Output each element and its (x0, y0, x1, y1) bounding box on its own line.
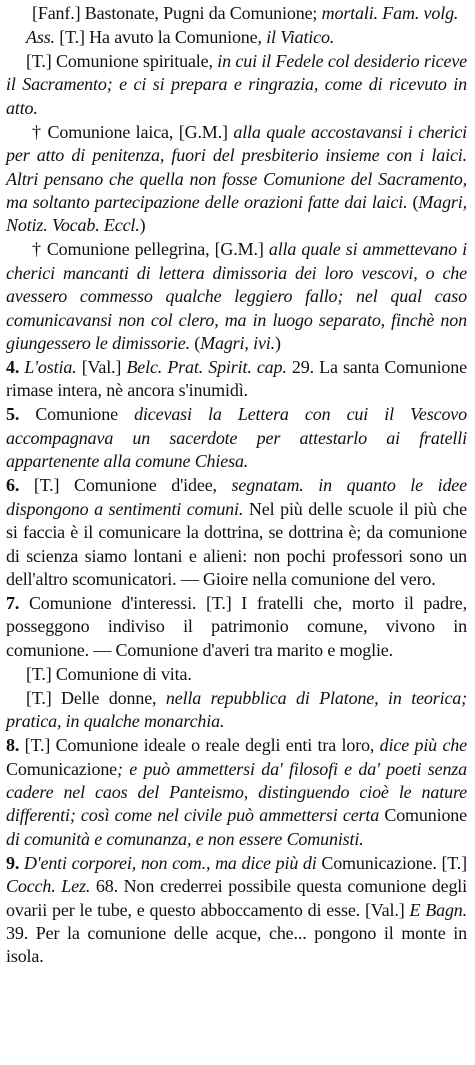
entry-sense-9 (6, 852, 467, 969)
entry-text-span: Comunione (379, 805, 467, 826)
entry-text-span: ; e può ammettersi da' filosofi e da' poeti senza cadere nel caos del Panteismo, distinguendo cioè le nature differenti; così come nel civile può ammettersi certa (6, 758, 467, 826)
entry-text-span: alla quale accostavansi i cherici per atto di penitenza, fuori del presbiterio insieme con i laici. Altri pensano che quella non fosse Comunione del Sacramento, ma soltanto partecipazione delle orazioni fatte dai laici. (6, 121, 467, 213)
entry-text-span: D'enti corporei, non com., ma dice più di (23, 852, 317, 873)
entry-text-span: Comunicazione. [T.] (316, 852, 467, 873)
entry-text-span: nella repubblica di Platone, in teorica; pratica, in qualche monarchia. (6, 687, 467, 732)
entry-comunione-di-vita (6, 663, 467, 686)
entry-fanf (6, 2, 467, 25)
entry-text-span: 39. Per la comunione delle acque, che... pongono il monte in isola. (6, 922, 467, 967)
entry-text-span: † Comunione laica, [G.M.] (32, 121, 234, 142)
entry-text-span: alla quale si ammettevano i cherici mancanti di lettera dimissoria dei loro vescovi, o che avessero commesso qualche leggiero fallo; nel qual caso comunicavansi non col clero, ma in luogo separato, finchè non giungessero le dimissorie. (6, 239, 467, 354)
entry-text-span: Belc. Prat. Spirit. cap. (126, 357, 287, 378)
entry-text-span: [Fanf.] Bastonate, Pugni da Comunione; (32, 3, 322, 23)
entry-text-span: dicevasi la Lettera con cui il Vescovo accompagnava un sacerdote per attestarlo ai fratelli appartenente alla comune Chiesa. (6, 404, 467, 472)
entry-text-span: 9. (6, 852, 24, 873)
entry-text-span: † Comunione pellegrina, [G.M.] (32, 239, 269, 260)
entry-text-span: Ass. (26, 27, 60, 47)
entry-text-span: ( (407, 192, 419, 213)
entry-text-span: segnatam. in quanto le idee dispongono a sentimenti comuni. (6, 475, 467, 519)
entry-text-span: 7. (6, 592, 29, 613)
entry-text-span: Comunione d'interessi. [T.] I fratelli che, morto il padre, posseggono indiviso il patrimonio comune, vivono in comunione. — Comunione d'averi tra marito e moglie. (6, 592, 468, 660)
entry-comunione-pellegrina (6, 238, 467, 355)
entry-comunione-spirituale (6, 50, 467, 120)
entry-sense-7 (6, 592, 467, 662)
entry-text-span: [T.] Comunione di vita. (26, 663, 192, 684)
entry-sense-6 (6, 474, 467, 591)
entry-text-span: dice più che (379, 735, 467, 756)
entry-sense-8 (6, 734, 467, 851)
entry-text-span: 4. (6, 357, 25, 378)
entry-text-span: E Bagn. (409, 899, 467, 920)
entry-text-span: Comunicazione (6, 758, 118, 779)
entry-text-span: 5. (6, 404, 36, 425)
entry-text-span: [T.] Delle donne, (26, 687, 166, 708)
entry-text-span: ) (139, 215, 146, 236)
entry-text-span: Magri, Notiz. Vocab. Eccl. (6, 192, 467, 236)
entry-text-span: mortali. Fam. volg. (321, 3, 459, 23)
entry-text-span: 68. Non crederrei possibile questa comunione degli ovarii per le tube, e questo abboccamento di esse. [Val.] (6, 876, 467, 920)
entry-text-span: ) (274, 333, 281, 354)
entry-sense-5 (6, 403, 467, 473)
entry-ass (6, 26, 467, 49)
entry-text-span: 29. La santa Comunione rimase intera, nè ancora s'inumidì. (6, 357, 467, 401)
entry-text-span: Magri, ivi. (200, 333, 275, 354)
entry-delle-donne (6, 687, 467, 734)
entry-text-span: Comunione (35, 404, 135, 425)
entry-text-span: [Val.] (76, 357, 127, 378)
entry-text-span: [T.] Comunione d'idee, (33, 475, 232, 496)
entry-text-span: [T.] Ha avuto la Comunione, (59, 27, 267, 47)
entry-sense-4 (6, 356, 467, 403)
entry-text-span: Cocch. Lez. (6, 876, 91, 897)
entry-text-span: il Viatico. (266, 27, 335, 47)
entry-text-span: [T.] Comunione ideale o reale degli enti tra loro, (24, 735, 380, 756)
entry-text-span: Nel più delle scuole il più che si faccia è il comunicare la dottrina, se dottrina è; da comunione di scienza siamo lontani e alieni: non pochi professori sono un dell'altro scomunicatori. — Gioire nella comunione del vero. (6, 498, 467, 589)
entry-comunione-laica (6, 121, 467, 238)
entry-text-span: [T.] Comunione spirituale, (26, 51, 218, 71)
entry-text-span: L'ostia. (24, 357, 77, 378)
entry-text-span: in cui il Fedele col desiderio riceve il Sacramento; e ci si prepara e ringrazia, come di ricevuto in atto. (6, 51, 467, 118)
entry-text-span: 6. (6, 475, 34, 496)
entry-text-span: 8. (6, 735, 25, 756)
entry-text-span: di comunità e comunanza, e non essere Comunisti. (6, 828, 364, 849)
entry-text-span: ( (189, 333, 201, 354)
